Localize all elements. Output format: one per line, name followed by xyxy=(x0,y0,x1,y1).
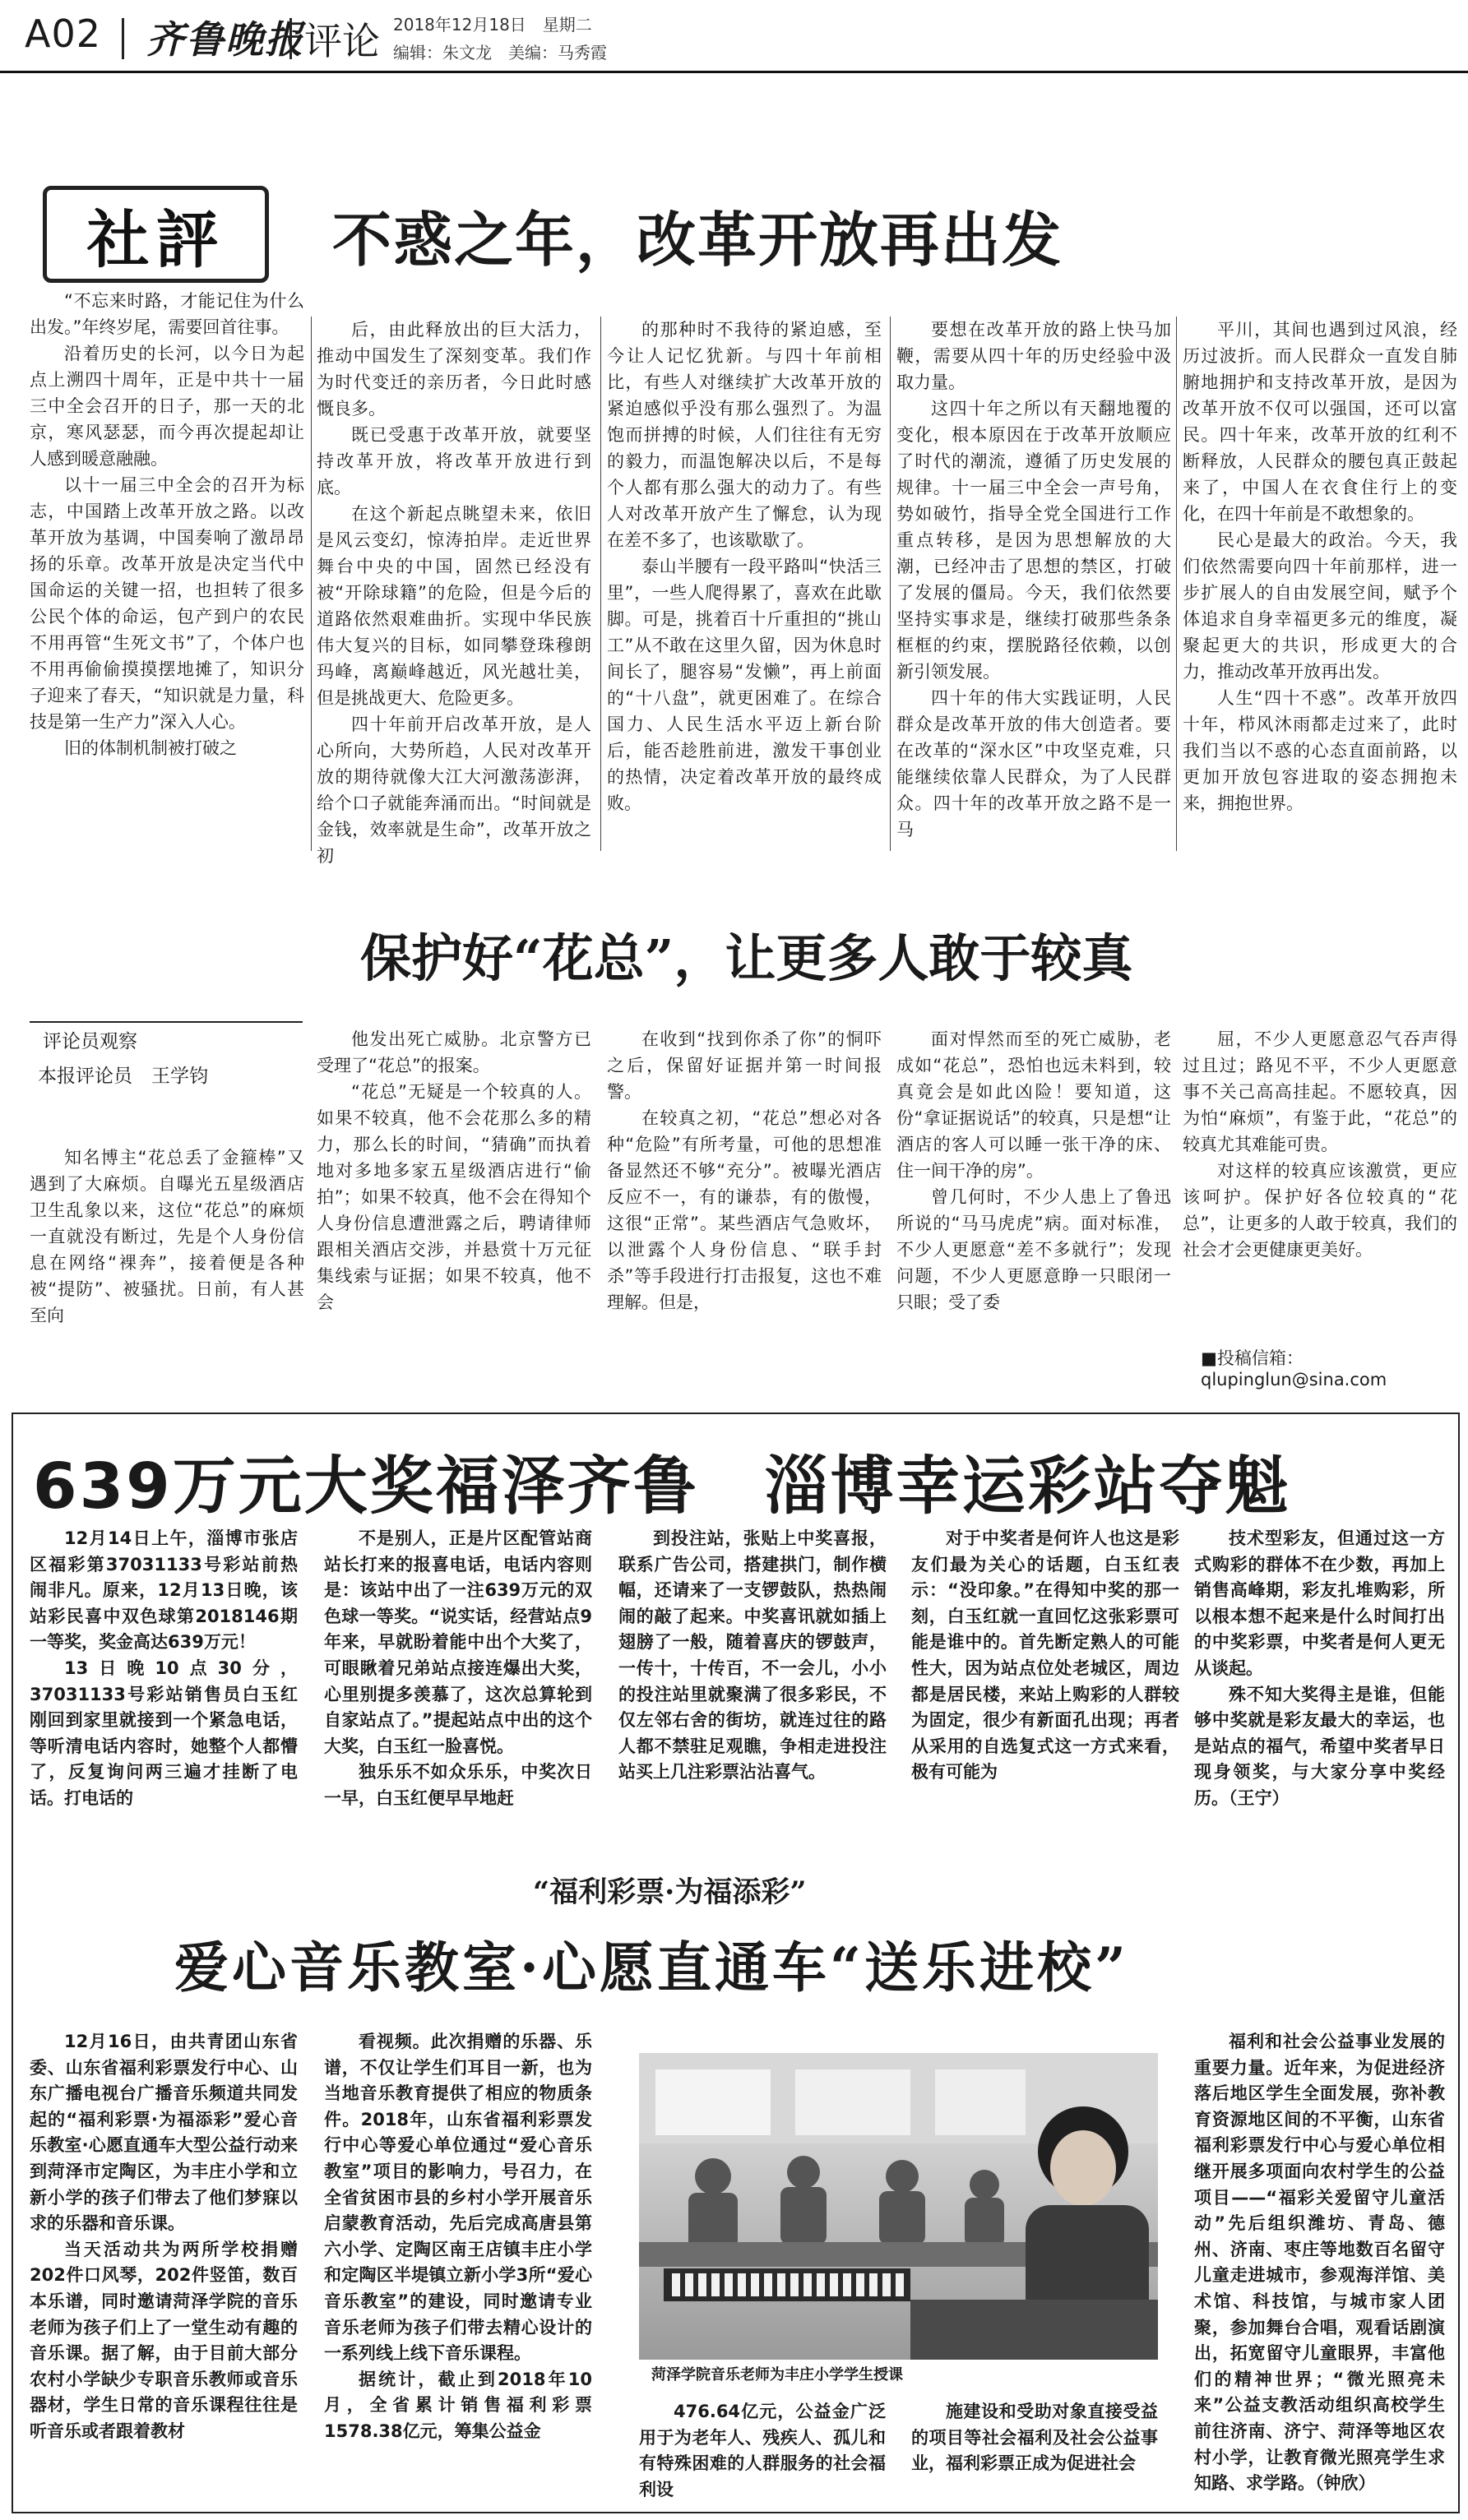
paragraph: 福利和社会公益事业发展的重要力量。近年来，为促进经济落后地区学生全面发展，弥补教育资源地区间的不平衡，山东省福利彩票发行中心与爱心单位相继开展多项面向农村学生的公益项目——“福彩关爱留守儿童活动”先后组织潍坊、青岛、德州、济南、枣庄等地数百名留守儿童走进城市，参观海洋馆、美术馆、科技馆，与城市家人团聚，参加舞台合唱，观看话剧演出，拓宽留守儿童眼界，丰富他们的精神世界；“微光照亮未来”公益支教活动组织高校学生前往济南、济宁、菏泽等地区农村小学，让教育微光照亮学生求知路、求学路。（钟欣） xyxy=(1194,2032,1445,2494)
commentary-column-2 xyxy=(317,1026,591,1388)
music-headline: 爱心音乐教室·心愿直通车“送乐进校” xyxy=(174,1935,1129,2000)
paragraph: 旧的体制机制被打破之 xyxy=(64,738,237,758)
lottery-headline: 639万元大奖福泽齐鲁 淄博幸运彩站夺魁 xyxy=(33,1450,1291,1524)
music-subtitle: “福利彩票·为福添彩” xyxy=(533,1875,807,1909)
music-column-5 xyxy=(1194,2029,1445,2498)
paragraph: 既已受惠于改革开放，就要坚持改革开放，将改革开放进行到底。 xyxy=(317,425,591,497)
music-column-4 xyxy=(911,2399,1158,2501)
commentary-column-5 xyxy=(1183,1026,1457,1339)
paragraph: 沿着历史的长河，以今日为起点上溯四十周年，正是中共十一届三中全会召开的日子，那一天的北京，寒风瑟瑟，而今再次提起却让人感到暖意融融。 xyxy=(30,344,304,469)
paragraph: 施建设和受助对象直接受益的项目等社会福利及社会公益事业，福利彩票正成为促进社会 xyxy=(911,2402,1158,2474)
classroom-photo-illustration xyxy=(639,2053,1158,2360)
lottery-column-1 xyxy=(30,1526,298,1845)
column-label-rule xyxy=(30,1021,303,1023)
editor-credits: 编辑：朱文龙 美编：马秀霞 xyxy=(393,43,607,62)
classroom-photo xyxy=(639,2053,1158,2360)
editorial-column-3 xyxy=(607,317,882,855)
column-label: 评论员观察 xyxy=(43,1031,137,1052)
column-divider xyxy=(1176,317,1177,851)
paragraph: “不忘来时路，才能记住为什么出发。”年终岁尾，需要回首往事。 xyxy=(30,291,304,337)
music-column-3 xyxy=(639,2399,886,2501)
header-divider xyxy=(122,18,124,59)
paragraph: 他发出死亡威胁。北京警方已受理了“花总”的报案。 xyxy=(317,1029,591,1075)
paragraph: 曾几何时，不少人患上了鲁迅所说的“马马虎虎”病。面对标准，不少人更愿意“差不多就行”；发现问题，不少人更愿意睁一只眼闭一只眼；受了委 xyxy=(896,1187,1171,1312)
header-rule xyxy=(0,71,1468,73)
lottery-column-4 xyxy=(911,1526,1179,1845)
paragraph: 技术型彩友，但通过这一方式购彩的群体不在少数，再加上销售高峰期，彩友扎堆购彩，所以根本想不起来是什么时间打出的中奖彩票，中奖者是何人更无从谈起。 xyxy=(1194,1528,1445,1678)
paragraph: 到投注站，张贴上中奖喜报，联系广告公司，搭建拱门，制作横幅，还请来了一支锣鼓队，热热闹闹的敲了起来。中奖喜讯就如插上翅膀了一般，随着喜庆的锣鼓声，一传十，十传百，不一会儿，小小的投注站里就聚满了很多彩民，不仅左邻右舍的街坊，就连过往的路人都不禁驻足观瞧，争相走进投注站买上几注彩票沾沾喜气。 xyxy=(618,1528,887,1782)
editorial-column-4 xyxy=(896,317,1171,855)
paragraph: 12月14日上午，淄博市张店区福彩第37031133号彩站前热闹非凡。原来，12月13日晚，该站彩民喜中双色球第2018146期一等奖，奖金高达639万元！ xyxy=(30,1528,298,1653)
page-number: A02 xyxy=(25,12,102,56)
editorial-badge xyxy=(43,186,269,283)
issue-date: 2018年12月18日 星期二 xyxy=(393,15,592,35)
paragraph: 泰山半腰有一段平路叫“快活三里”，一些人爬得累了，喜欢在此歇脚。可是，挑着百十斤重担的“挑山工”从不敢在这里久留，因为休息时间长了，腿容易“发懒”，再上前面的“十八盘”，就更困难了。在综合国力、人民生活水平迈上新台阶后，能否趁胜前进，激发干事创业的热情，决定着改革开放的最终成败。 xyxy=(607,557,882,813)
editorial-title: 不惑之年，改革开放再出发 xyxy=(332,205,1063,275)
editorial-badge-text: 社評 xyxy=(86,202,225,276)
paragraph: 对这样的较真应该激赏，更应该呵护。保护好各位较真的“花总”，让更多的人敢于较真，我们的社会才会更健康更美好。 xyxy=(1183,1161,1457,1260)
photo-caption: 菏泽学院音乐老师为丰庄小学学生授课 xyxy=(651,2366,903,2384)
paragraph: 面对悍然而至的死亡威胁，老成如“花总”，恐怕也远未料到，较真竟会是如此凶险！要知道，这份“拿证据说话”的较真，只是想“让酒店的客人可以睡一张干净的床、住一间干净的房”。 xyxy=(896,1029,1171,1181)
paragraph: 民心是最大的政治。今天，我们依然需要向四十年前那样，进一步扩展人的自由发展空间，赋予个体追求自身幸福更多元的维度，凝聚起更大的共识，形成更大的合力，推动改革开放再出发。 xyxy=(1183,530,1457,682)
paragraph: 四十年前开启改革开放，是人心所向，大势所趋，人民对改革开放的期待就像大江大河激荡澎湃，给个口子就能奔涌而出。“时间就是金钱，效率就是生命”，改革开放之初 xyxy=(317,714,591,866)
paragraph: 在较真之初，“花总”想必对各种“危险”有所考量，可他的思想准备显然还不够“充分”。被曝光酒店反应不一，有的谦恭，有的傲慢，这很“正常”。某些酒店气急败坏，以泄露个人身份信息、“联手封杀”等手段进行打击报复，这也不难理解。但是， xyxy=(607,1108,882,1312)
paragraph: 在收到“找到你杀了你”的恫吓之后，保留好证据并第一时间报警。 xyxy=(607,1029,882,1102)
newspaper-logo: 齐鲁晚报 xyxy=(146,17,304,62)
paragraph: 在这个新起点眺望未来，依旧是风云变幻，惊涛拍岸。走近世界舞台中央的中国，固然已经没有被“开除球籍”的危险，但是今后的道路依然艰难曲折。实现中华民族伟大复兴的目标，如同攀登珠穆朗玛峰，离巅峰越近，风光越壮美，但是挑战更大、危险更多。 xyxy=(317,504,591,708)
paragraph: 后，由此释放出的巨大活力，推动中国发生了深刻变革。我们作为时代变迁的亲历者，今日此时感慨良多。 xyxy=(317,320,591,418)
paragraph: 知名博主“花总丢了金箍棒”又遇到了大麻烦。自曝光五星级酒店卫生乱象以来，这位“花总”的麻烦一直就没有断过，先是个人身份信息在网络“裸奔”，接着便是各种被“提防”、被骚扰。日前，有人甚至向 xyxy=(30,1148,304,1325)
paragraph: 对于中奖者是何许人也这是彩友们最为关心的话题，白玉红表示：“没印象。”在得知中奖的那一刻，白玉红就一直回忆这张彩票可能是谁中的。首先断定熟人的可能性大，因为站点位处老城区，周边都是居民楼，来站上购彩的人群较为固定，很少有新面孔出现；再者从采用的自选复式这一方式来看，极有可能为 xyxy=(911,1528,1179,1782)
editorial-column-2 xyxy=(317,317,591,866)
music-column-1 xyxy=(30,2029,298,2498)
section-name: 评论 xyxy=(304,19,380,63)
paragraph: 要想在改革开放的路上快马加鞭，需要从四十年的历史经验中汲取力量。 xyxy=(896,320,1171,392)
column-divider xyxy=(890,317,891,851)
column-divider xyxy=(311,317,312,851)
author-byline: 本报评论员 王学钧 xyxy=(38,1066,208,1087)
paragraph: 屈，不少人更愿意忍气吞声得过且过；路见不平，不少人更愿意事不关己高高挂起。不愿较真，因为怕“麻烦”，有鉴于此，“花总”的较真尤其难能可贵。 xyxy=(1183,1029,1457,1154)
paragraph: 人生“四十不惑”。改革开放四十年，栉风沐雨都走过来了，此时我们当以不惑的心态直面前路，以更加开放包容进取的姿态拥抱未来，拥抱世界。 xyxy=(1183,688,1457,813)
music-column-2 xyxy=(324,2029,592,2498)
paragraph: 以十一届三中全会的召开为标志，中国踏上改革开放之路。以改革开放为基调，中国奏响了激昂昂扬的乐章。改革开放是决定当代中国命运的关键一招，也担转了很多公民个体的命运，包产到户的农民不用再管“生死文书”了，个体户也不用再偷偷摸摸摆地摊了，知识分子迎来了春天，“知识就是力量，科技是第一生产力”深入人心。 xyxy=(30,475,304,732)
editorial-column-5 xyxy=(1183,317,1457,855)
submission-email: ■投稿信箱：qlupinglun@sina.com xyxy=(1201,1348,1387,1389)
paragraph: 的那种时不我待的紧迫感，至今让人记忆犹新。与四十年前相比，有些人对继续扩大改革开放的紧迫感似乎没有那么强烈了。为温饱而拼搏的时候，人们往往有无穷的毅力，而温饱解决以后，不是每个人都有那么强大的动力了。有些人对改革开放产生了懈怠，认为现在差不多了，也该歇歇了。 xyxy=(607,320,882,550)
paragraph: 12月16日，由共青团山东省委、山东省福利彩票发行中心、山东广播电视台广播音乐频道共同发起的“福利彩票·为福添彩”爱心音乐教室·心愿直通车大型公益行动来到菏泽市定陶区，为丰庄小学和立新小学的孩子们带去了他们梦寐以求的乐器和音乐课。 xyxy=(30,2032,298,2234)
paragraph: 独乐乐不如众乐乐，中奖次日一早，白玉红便早早地赶 xyxy=(324,1762,592,1808)
paragraph: 平川，其间也遇到过风浪，经历过波折。而人民群众一直发自肺腑地拥护和支持改革开放，是因为改革开放不仅可以强国，还可以富民。四十年来，改革开放的红利不断释放，人民群众的腰包真正鼓起来了，中国人在衣食住行上的变化，在四十年前是不敢想象的。 xyxy=(1183,320,1457,524)
paragraph: 当天活动共为两所学校捐赠202件口风琴，202件竖笛，数百本乐谱，同时邀请菏泽学院的音乐老师为孩子们上了一堂生动有趣的音乐课。据了解，由于目前大部分农村小学缺少专职音乐教师或音乐器材，学生日常的音乐课程往往是听音乐或者跟着教材 xyxy=(30,2239,298,2441)
lottery-column-2 xyxy=(324,1526,592,1845)
lottery-column-3 xyxy=(618,1526,887,1845)
paragraph: 四十年的伟大实践证明，人民群众是改革开放的伟大创造者。要在改革的“深水区”中攻坚克难，只能继续依靠人民群众，为了人民群众。四十年的改革开放之路不是一马 xyxy=(896,688,1171,839)
paragraph: 476.64亿元，公益金广泛用于为老年人、残疾人、孤儿和有特殊困难的人群服务的社会福利设 xyxy=(639,2402,886,2499)
lottery-column-5 xyxy=(1194,1526,1445,1845)
paragraph: 不是别人，正是片区配管站商站长打来的报喜电话，电话内容则是：该站中出了一注639万元的双色球一等奖。“说实话，经营站点9年来，早就盼着能中出个大奖了，可眼瞅着兄弟站点接连爆出大奖，心里别提多羡慕了，这次总算轮到自家站点了。”提起站点中出的这个大奖，白玉红一脸喜悦。 xyxy=(324,1528,592,1756)
paragraph: 看视频。此次捐赠的乐器、乐谱，不仅让学生们耳目一新，也为当地音乐教育提供了相应的物质条件。2018年，山东省福利彩票发行中心等爱心单位通过“爱心音乐教室”项目的影响力，号召力，在全省贫困市县的乡村小学开展音乐启蒙教育活动，先后完成高唐县第六小学、定陶区南王店镇丰庄小学和定陶区半堤镇立新小学3所“爱心音乐教室”的建设，同时邀请专业音乐老师为孩子们带去精心设计的一系列线上线下音乐课程。 xyxy=(324,2032,592,2364)
editorial-column-1 xyxy=(30,288,304,855)
commentary-column-3 xyxy=(607,1026,882,1388)
commentary-column-1 xyxy=(30,1144,304,1383)
commentary-title: 保护好“花总”，让更多人敢于较真 xyxy=(360,928,1133,988)
paragraph: 据统计，截止到2018年10月，全省累计销售福利彩票1578.38亿元，筹集公益金 xyxy=(324,2369,592,2441)
paragraph: 殊不知大奖得主是谁，但能够中奖就是彩友最大的幸运，也是站点的福气，希望中奖者早日现身领奖，与大家分享中奖经历。（王宁） xyxy=(1194,1684,1445,1808)
column-divider xyxy=(600,317,601,851)
paragraph: 这四十年之所以有天翻地覆的变化，根本原因在于改革开放顺应了时代的潮流，遵循了历史发展的规律。十一届三中全会一声号角，势如破竹，指导全党全国进行工作重点转移，是因为思想解放的大潮，已经冲击了思想的禁区，打破了发展的僵局。今天，我们依然要坚持实事求是，继续打破那些条条框框的约束，摆脱路径依赖，以创新引领发展。 xyxy=(896,399,1171,682)
commentary-column-4 xyxy=(896,1026,1171,1388)
header-divider xyxy=(289,18,292,59)
paragraph: “花总”无疑是一个较真的人。如果不较真，他不会花那么多的精力，那么长的时间，“猜确”而执着地对多地多家五星级酒店进行“偷拍”；如果不较真，他不会在得知个人身份信息遭泄露之后，聘请律师跟相关酒店交涉，并悬赏十万元征集线索与证据；如果不较真，他不会 xyxy=(317,1082,591,1312)
paragraph: 13日晚10点30分，37031133号彩站销售员白玉红刚回到家里就接到一个紧急电话，等听清电话内容时，她整个人都懵了，反复询问两三遍才挂断了电话。打电话的 xyxy=(30,1658,298,1808)
